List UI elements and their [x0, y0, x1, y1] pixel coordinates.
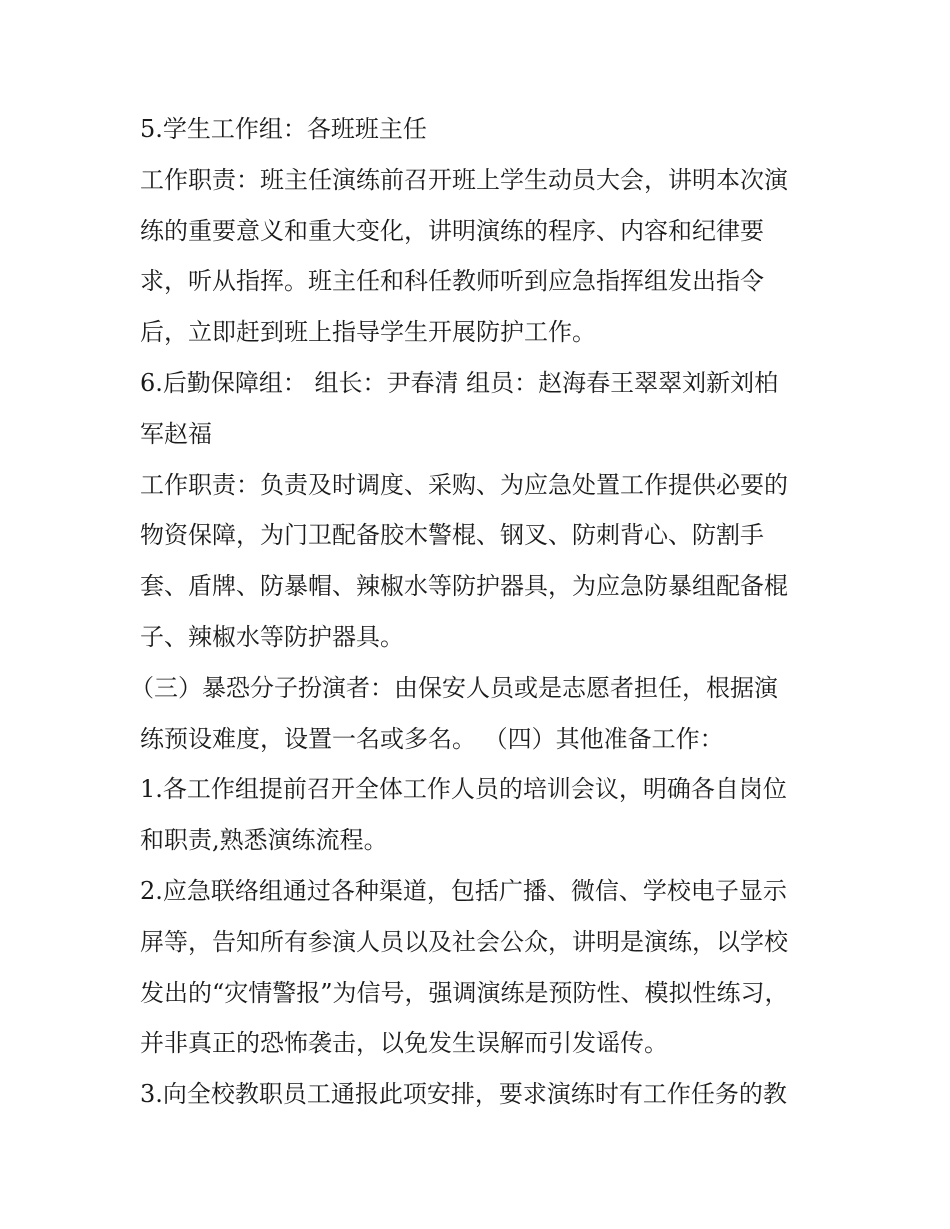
document-body [130, 110, 830, 1126]
text-line: 发出的“灾情警报”为信号，强调演练是预防性、模拟性练习， [140, 978, 789, 1007]
text-line: 2.应急联络组通过各种渠道，包括广播、微信、学校电子显示 [140, 876, 787, 905]
text-line: 1.各工作组提前召开全体工作人员的培训会议，明确各自岗位 [140, 775, 787, 804]
text-line: 工作职责：负责及时调度、采购、为应急处置工作提供必要的 [140, 470, 788, 499]
text-line: 军赵福 [140, 419, 212, 448]
text-line: 5.学生工作组：各班班主任 [140, 115, 427, 143]
text-line: 练的重要意义和重大变化，讲明演练的程序、内容和纪律要 [140, 216, 764, 245]
text-line: 和职责,熟悉演练流程。 [140, 826, 388, 855]
text-line: 练预设难度，设置一名或多名。 （四）其他准备工作： [140, 724, 724, 753]
text-line: 并非真正的恐怖袭击，以免发生误解而引发谣传。 [140, 1029, 668, 1058]
text-line: 后，立即赶到班上指导学生开展防护工作。 [140, 318, 596, 347]
text-line: 物资保障，为门卫配备胶木警棍、钢叉、防刺背心、防割手 [140, 521, 764, 550]
text-line: （三）暴恐分子扮演者：由保安人员或是志愿者担任，根据演 [130, 673, 778, 702]
text-line: 6.后勤保障组： 组长：尹春清 组员：赵海春王翠翠刘新刘柏 [140, 368, 779, 397]
text-line: 3.向全校教职员工通报此项安排，要求演练时有工作任务的教 [140, 1080, 787, 1109]
text-line: 子、辣椒水等防护器具。 [140, 622, 404, 651]
text-line: 工作职责：班主任演练前召开班上学生动员大会，讲明本次演 [140, 165, 788, 194]
text-line: 屏等，告知所有参演人员以及社会公众，讲明是演练，以学校 [140, 927, 788, 956]
text-line: 求，听从指挥。班主任和科任教师听到应急指挥组发出指令 [140, 267, 764, 296]
text-line: 套、盾牌、防暴帽、辣椒水等防护器具，为应急防暴组配备棍 [140, 572, 788, 601]
